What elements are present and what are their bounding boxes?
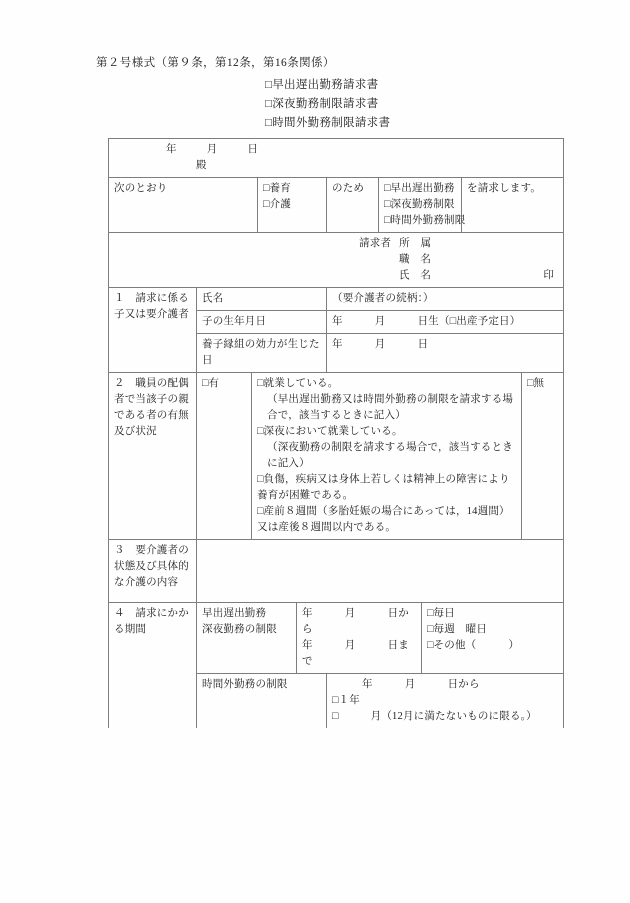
section3-heading-line3: な介護の内容: [114, 577, 179, 588]
section2-heading: [109, 373, 197, 540]
section2-status-item-3[interactable]: □産前８週間（多胎妊娠の場合にあっては，14週間）又は産後８週間以内である。: [257, 506, 510, 533]
section2-heading-line1: ２ 職員の配偶: [114, 378, 189, 389]
section2-status-note-0: （早出遅出勤務又は時間外勤務の制限を請求する場合で，該当するときに記入）: [267, 394, 514, 421]
section2-status-item-0[interactable]: □就業している。: [257, 378, 339, 389]
section1-heading-line1: １ 請求に係る: [114, 293, 189, 304]
section4-row2-period: [327, 674, 564, 729]
section1-birth-value[interactable]: 年 月 日生（□出産予定日）: [327, 311, 564, 334]
reason-option-kaigo[interactable]: □介護: [263, 199, 291, 210]
title-option-shinya[interactable]: □深夜勤務制限請求書: [265, 98, 379, 110]
section2-row: [109, 373, 564, 540]
frequency-option-daily[interactable]: □毎日: [427, 608, 455, 619]
section2-no-option[interactable]: □無: [522, 373, 564, 540]
section4-row2-date-from[interactable]: 年 月 日から: [362, 679, 480, 690]
frequency-option-weekly[interactable]: □毎週 曜日: [427, 624, 488, 635]
section3-heading-line2: 状態及び具体的: [114, 561, 189, 572]
request-option-shinya[interactable]: □深夜勤務制限: [384, 199, 455, 210]
title-option-hayade[interactable]: □早出遅出勤務請求書: [265, 79, 379, 91]
section1-name-row: [109, 288, 564, 311]
section1-birth-label: 子の生年月日: [197, 311, 327, 334]
request-option-jikangai[interactable]: □時間外勤務制限: [384, 215, 466, 226]
request-option-hayade[interactable]: □早出遅出勤務: [384, 183, 455, 194]
applicant-cell: [109, 233, 564, 288]
date-cell: [109, 139, 564, 178]
section4-row1-date-to[interactable]: 年 月 日まで: [302, 640, 409, 667]
frequency-option-other[interactable]: □その他（ ）: [427, 640, 520, 651]
applicant-label: 請求者: [359, 238, 392, 249]
section2-heading-line2: 者で当該子の親: [114, 394, 189, 405]
section2-status-item-1[interactable]: □深夜において就業している。: [257, 426, 403, 437]
applicant-field-affiliation[interactable]: 所 属: [399, 238, 432, 249]
section1-heading: [109, 288, 197, 373]
applicant-jobtitle-line: [114, 252, 558, 268]
section1-adoption-value[interactable]: 年 月 日: [327, 334, 564, 373]
period-option-one-year[interactable]: □１年: [332, 695, 360, 706]
section2-status-item-2[interactable]: □負傷，疾病又は身体上若しくは精神上の障害により養育が困難である。: [257, 474, 510, 501]
month-label: 月: [206, 144, 218, 155]
section3-row: [109, 540, 564, 603]
section4-heading: [109, 603, 197, 729]
section3-heading-line1: ３ 要介護者の: [114, 545, 189, 556]
section2-status-note-1: （深夜勤務の制限を請求する場合で，該当するときに記入）: [267, 442, 513, 469]
date-row: [109, 139, 564, 178]
addressee-label: 殿: [196, 160, 207, 171]
request-form-table: [108, 138, 564, 728]
section4-row1: [109, 603, 564, 674]
section3-content-field[interactable]: [197, 540, 564, 603]
section4-heading-line1: ４ 請求にかか: [114, 608, 189, 619]
section1-heading-line2: 子又は要介護者: [114, 309, 189, 320]
section1-adoption-label: 養子縁組の効力が生じた日: [197, 334, 327, 373]
date-line: [114, 142, 558, 158]
section3-heading: [109, 540, 197, 603]
year-label: 年: [166, 144, 177, 155]
seal-label: 印: [543, 270, 555, 281]
reason-options-cell: [258, 178, 327, 233]
section1-relation-label[interactable]: （要介護者の続柄：）: [327, 288, 564, 311]
section4-row1-label-line2: 深夜勤務の制限: [202, 624, 277, 635]
section4-row1-label: [197, 603, 297, 674]
applicant-field-name[interactable]: 氏 名: [399, 270, 432, 281]
request-options-cell: [379, 178, 466, 233]
reason-option-youiku[interactable]: □養育: [263, 183, 291, 194]
section4-row1-label-line1: 早出遅出勤務: [202, 608, 267, 619]
applicant-affiliation-line: [114, 236, 558, 252]
section2-heading-line3: である者の有無: [114, 410, 189, 421]
document-title-options: [265, 76, 390, 133]
closing-cell: を請求します。: [462, 178, 564, 233]
section4-row2-label: 時間外勤務の制限: [197, 674, 327, 729]
section2-yes-option[interactable]: □有: [197, 373, 252, 540]
title-option-jikangai[interactable]: □時間外勤務制限請求書: [265, 117, 391, 129]
section2-heading-line4: 及び状況: [114, 426, 157, 437]
section4-row1-date-from[interactable]: 年 月 日から: [302, 608, 409, 635]
section4-row1-frequency: [422, 603, 564, 674]
section4-row1-dates: [297, 603, 422, 674]
statement-row: [109, 178, 564, 233]
applicant-name-line: [114, 268, 558, 284]
period-option-months[interactable]: □ 月（12月に満たないものに限る。）: [332, 711, 537, 722]
section1-name-label: 氏名: [197, 288, 327, 311]
for-the-purpose-cell: のため: [327, 178, 379, 233]
applicant-field-jobtitle[interactable]: 職 名: [399, 254, 432, 265]
applicant-row: [109, 233, 564, 288]
statement-lead-cell: 次のとおり: [109, 178, 258, 233]
day-label: 日: [247, 144, 259, 155]
section4-heading-line2: る期間: [114, 624, 147, 635]
form-number: 第２号様式（第９条，第12条，第16条関係）: [96, 57, 335, 69]
section2-status-cell: [252, 373, 522, 540]
